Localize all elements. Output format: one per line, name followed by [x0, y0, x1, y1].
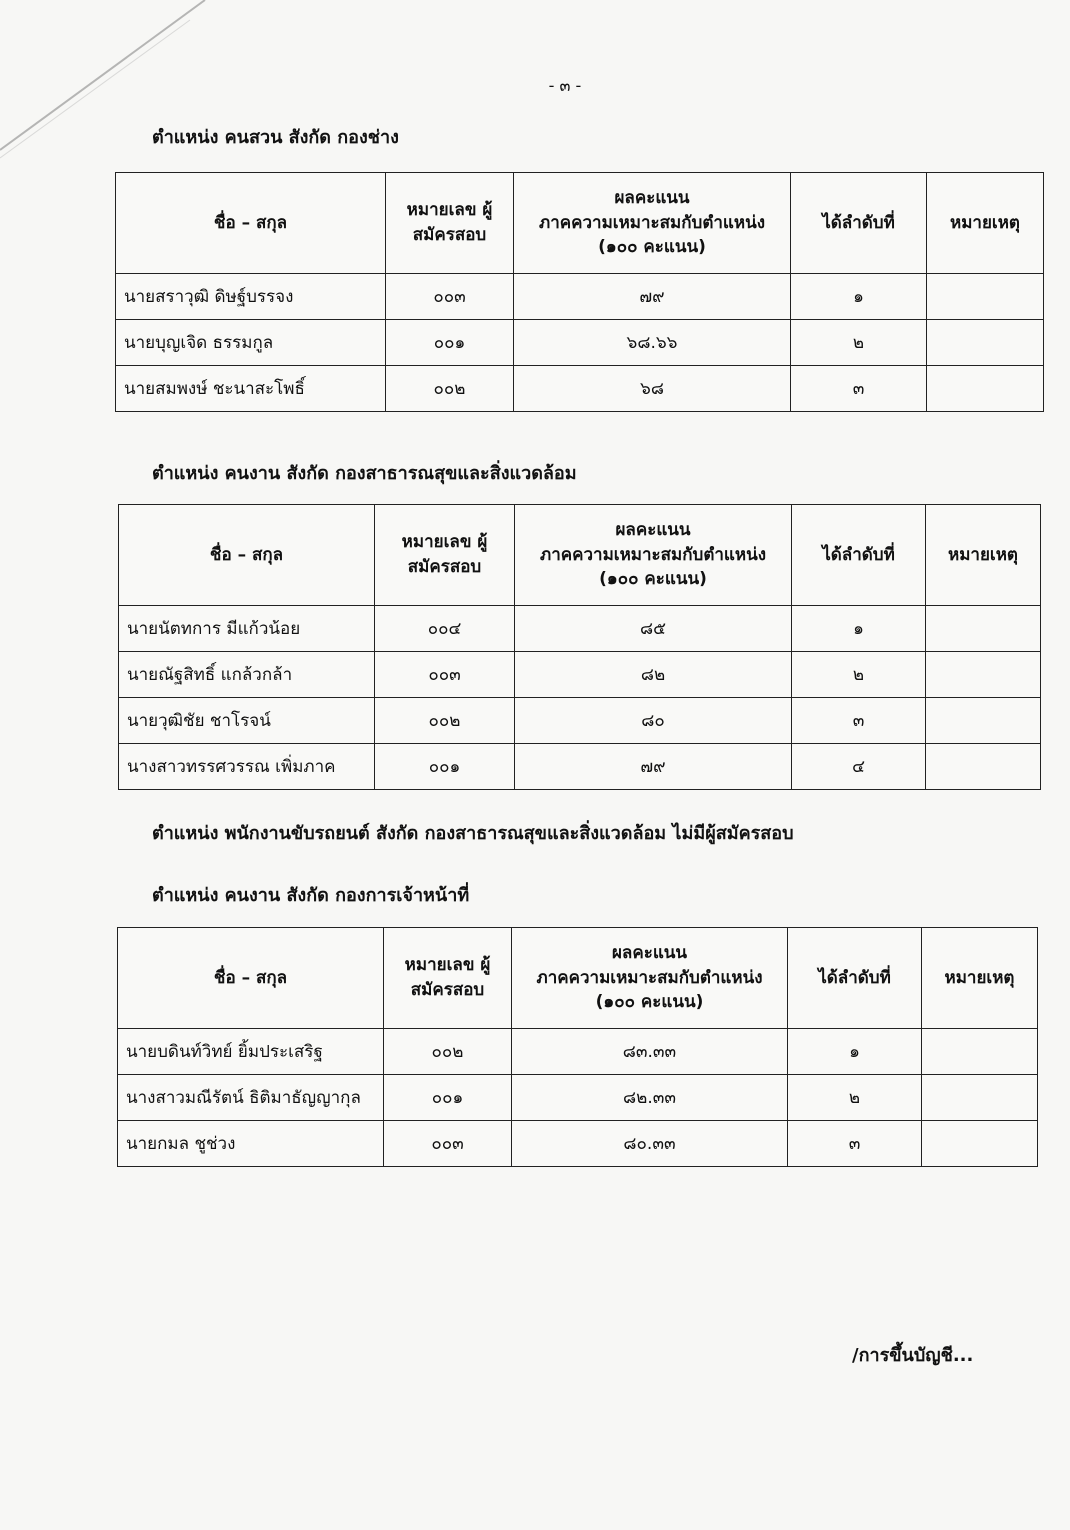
- header-rank: ได้ลำดับที่: [791, 173, 927, 274]
- cell-note: [926, 744, 1041, 790]
- header-applicant-id: หมายเลข ผู้สมัครสอบ: [386, 173, 514, 274]
- cell-name: นายนัตทการ มีแก้วน้อย: [119, 606, 375, 652]
- cell-note: [927, 366, 1044, 412]
- header-note: หมายเหตุ: [926, 505, 1041, 606]
- cell-name: นายบดินท์วิทย์ ยิ้มประเสริฐ: [118, 1029, 384, 1075]
- cell-rank: ๔: [792, 744, 926, 790]
- cell-rank: ๒: [792, 652, 926, 698]
- header-name: ชื่อ – สกุล: [118, 928, 384, 1029]
- cell-note: [927, 274, 1044, 320]
- cell-name: นายบุญเจิด ธรรมกูล: [116, 320, 386, 366]
- header-applicant-id: หมายเลข ผู้สมัครสอบ: [375, 505, 515, 606]
- section-heading-gardener: ตำแหน่ง คนสวน สังกัด กองช่าง: [152, 127, 399, 148]
- cell-note: [922, 1075, 1038, 1121]
- header-score: ผลคะแนน ภาคความเหมาะสมกับตำแหน่ง (๑๐๐ คะแนน): [514, 173, 791, 274]
- page-number: - ๓ -: [548, 76, 582, 95]
- cell-name: นายสมพงษ์ ชะนาสะโพธิ์: [116, 366, 386, 412]
- cell-rank: ๑: [788, 1029, 922, 1075]
- cell-applicant-id: ๐๐๓: [386, 274, 514, 320]
- cell-score: ๘๐: [515, 698, 792, 744]
- cell-score: ๘๐.๓๓: [512, 1121, 788, 1167]
- cell-score: ๖๘: [514, 366, 791, 412]
- cell-applicant-id: ๐๐๑: [384, 1075, 512, 1121]
- continuation-note: /การขึ้นบัญชี...: [852, 1345, 974, 1366]
- header-rank: ได้ลำดับที่: [788, 928, 922, 1029]
- cell-note: [926, 698, 1041, 744]
- header-rank: ได้ลำดับที่: [792, 505, 926, 606]
- table-row: [116, 274, 1044, 320]
- table-row: [119, 652, 1041, 698]
- table-header-row: [119, 505, 1041, 606]
- header-name: ชื่อ – สกุล: [116, 173, 386, 274]
- cell-note: [926, 606, 1041, 652]
- header-name: ชื่อ – สกุล: [119, 505, 375, 606]
- cell-rank: ๒: [791, 320, 927, 366]
- cell-applicant-id: ๐๐๓: [384, 1121, 512, 1167]
- table-row: [119, 698, 1041, 744]
- table-header-row: [118, 928, 1038, 1029]
- cell-rank: ๑: [791, 274, 927, 320]
- cell-name: นางสาวทรรศวรรณ เพิ่มภาค: [119, 744, 375, 790]
- table-row: [118, 1121, 1038, 1167]
- score-table-worker-public-health: [118, 504, 1041, 790]
- table-row: [118, 1075, 1038, 1121]
- header-score: ผลคะแนน ภาคความเหมาะสมกับตำแหน่ง (๑๐๐ คะแนน): [512, 928, 788, 1029]
- cell-name: นายวุฒิชัย ชาโรจน์: [119, 698, 375, 744]
- cell-name: นายกมล ชูช่วง: [118, 1121, 384, 1167]
- table-row: [116, 320, 1044, 366]
- cell-applicant-id: ๐๐๒: [375, 698, 515, 744]
- cell-score: ๗๙: [515, 744, 792, 790]
- score-table-worker-personnel: [117, 927, 1038, 1167]
- cell-applicant-id: ๐๐๓: [375, 652, 515, 698]
- cell-note: [926, 652, 1041, 698]
- cell-name: นางสาวมณีรัตน์ ธิติมาธัญญากุล: [118, 1075, 384, 1121]
- table-row: [119, 744, 1041, 790]
- cell-applicant-id: ๐๐๔: [375, 606, 515, 652]
- score-table-gardener: [115, 172, 1044, 412]
- cell-score: ๘๒.๓๓: [512, 1075, 788, 1121]
- cell-score: ๘๓.๓๓: [512, 1029, 788, 1075]
- section-heading-worker-public-health: ตำแหน่ง คนงาน สังกัด กองสาธารณสุขและสิ่งแวดล้อม: [152, 463, 577, 484]
- cell-applicant-id: ๐๐๒: [384, 1029, 512, 1075]
- header-applicant-id: หมายเลข ผู้สมัครสอบ: [384, 928, 512, 1029]
- section-heading-driver-no-applicants: ตำแหน่ง พนักงานขับรถยนต์ สังกัด กองสาธารณสุขและสิ่งแวดล้อม ไม่มีผู้สมัครสอบ: [152, 823, 794, 844]
- cell-name: นายสราวุฒิ ดิษฐ์บรรจง: [116, 274, 386, 320]
- cell-rank: ๓: [791, 366, 927, 412]
- header-note: หมายเหตุ: [922, 928, 1038, 1029]
- cell-note: [922, 1121, 1038, 1167]
- cell-name: นายณัฐสิทธิ์ แกล้วกล้า: [119, 652, 375, 698]
- cell-note: [927, 320, 1044, 366]
- cell-applicant-id: ๐๐๑: [386, 320, 514, 366]
- cell-score: ๖๘.๖๖: [514, 320, 791, 366]
- cell-rank: ๒: [788, 1075, 922, 1121]
- table-row: [116, 366, 1044, 412]
- header-note: หมายเหตุ: [927, 173, 1044, 274]
- cell-rank: ๓: [788, 1121, 922, 1167]
- cell-score: ๗๙: [514, 274, 791, 320]
- section-heading-worker-personnel: ตำแหน่ง คนงาน สังกัด กองการเจ้าหน้าที่: [152, 885, 470, 906]
- cell-note: [922, 1029, 1038, 1075]
- cell-rank: ๑: [792, 606, 926, 652]
- cell-score: ๘๒: [515, 652, 792, 698]
- cell-score: ๘๕: [515, 606, 792, 652]
- cell-rank: ๓: [792, 698, 926, 744]
- table-row: [119, 606, 1041, 652]
- cell-applicant-id: ๐๐๒: [386, 366, 514, 412]
- table-row: [118, 1029, 1038, 1075]
- table-header-row: [116, 173, 1044, 274]
- header-score: ผลคะแนน ภาคความเหมาะสมกับตำแหน่ง (๑๐๐ คะแนน): [515, 505, 792, 606]
- cell-applicant-id: ๐๐๑: [375, 744, 515, 790]
